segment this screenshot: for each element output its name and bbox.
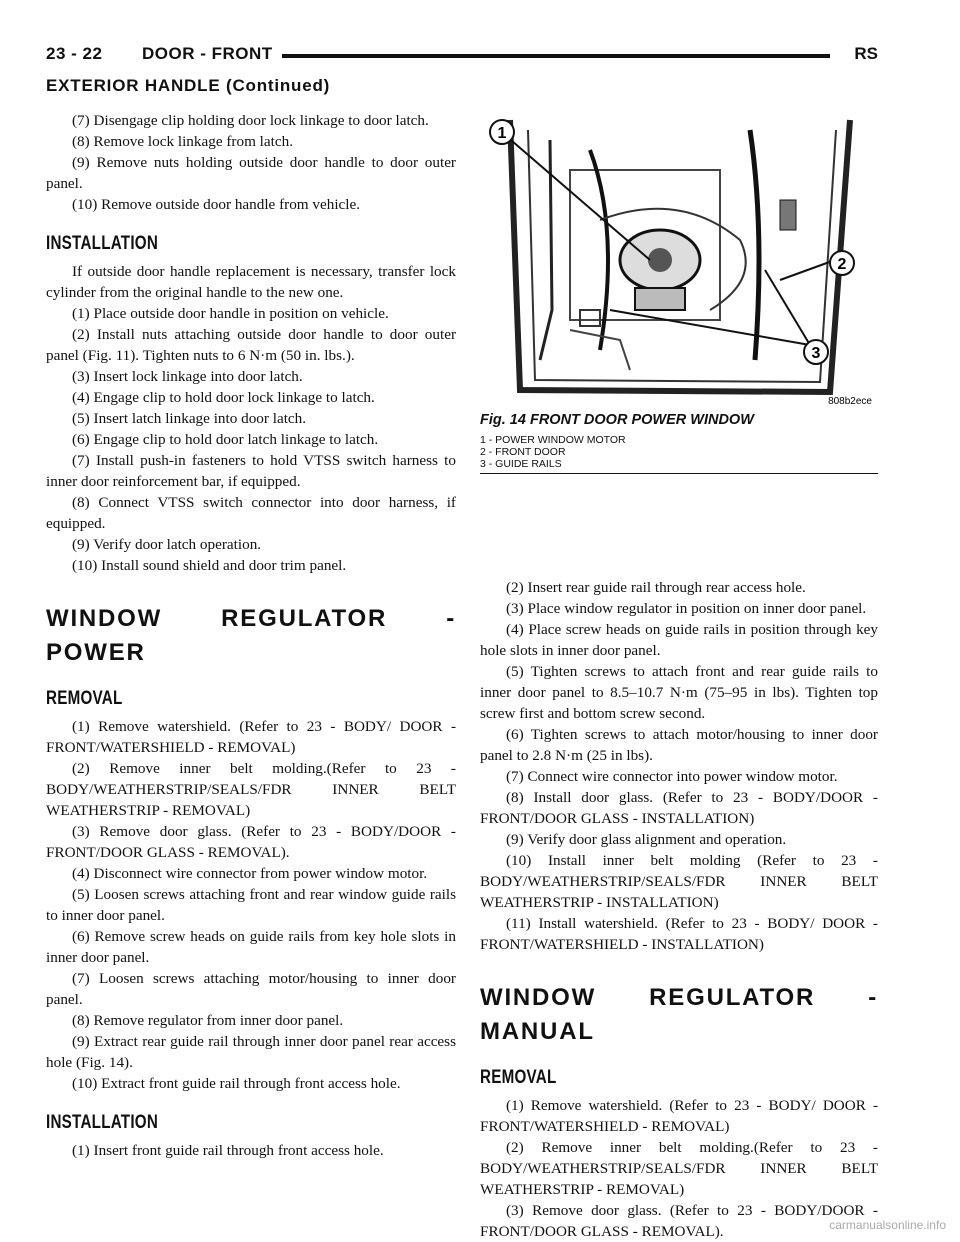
step-paragraph: (8) Connect VTSS switch connector into door harness, if equipped. <box>46 494 456 532</box>
installation-steps <box>46 261 456 576</box>
section-title: DOOR - FRONT <box>142 44 273 63</box>
step-paragraph: (1) Insert front guide rail through front access hole. <box>72 1142 384 1159</box>
step-paragraph: (9) Extract rear guide rail through inner door panel rear access hole (Fig. 14). <box>46 1033 456 1071</box>
right-column <box>480 577 878 1242</box>
caption-rule <box>480 473 878 474</box>
power-heading: WINDOW REGULATOR - POWER <box>46 605 456 666</box>
figure-caption-block <box>480 412 878 474</box>
step-paragraph: (8) Install door glass. (Refer to 23 - BODY/DOOR - FRONT/DOOR GLASS - INSTALLATION) <box>480 789 878 827</box>
step-paragraph: (10) Extract front guide rail through front access hole. <box>72 1075 401 1092</box>
step-paragraph: (11) Install watershield. (Refer to 23 - BODY/ DOOR - FRONT/WATERSHIELD - INSTALLATION) <box>480 915 878 953</box>
watermark: carmanualsonline.info <box>829 1218 946 1232</box>
step-paragraph: (2) Remove inner belt molding.(Refer to 23 - BODY/WEATHERSTRIP/SEALS/FDR INNER BELT WEATHERSTRIP - REMOVAL) <box>480 1139 878 1198</box>
removal-heading: REMOVAL <box>46 688 123 709</box>
door-illustration <box>480 110 878 410</box>
figure-code: 808b2ece <box>828 396 872 407</box>
step-paragraph: (1) Place outside door handle in position on vehicle. <box>72 305 389 322</box>
step-paragraph: (9) Verify door glass alignment and operation. <box>506 831 787 848</box>
header-rule <box>282 54 830 58</box>
step-paragraph: (6) Tighten screws to attach motor/housing to inner door panel to 2.8 N·m (25 in lbs). <box>480 726 878 764</box>
installation2-heading: INSTALLATION <box>46 1112 159 1133</box>
step-paragraph: (7) Install push-in fasteners to hold VTSS switch harness to inner door reinforcement bar, if equipped. <box>46 452 456 490</box>
step-paragraph: (7) Disengage clip holding door lock linkage to door latch. <box>72 112 429 129</box>
installation2-steps <box>46 1140 456 1161</box>
installation-continued-steps <box>480 577 878 955</box>
step-paragraph: (4) Place screw heads on guide rails in position through key hole slots in inner door panel. <box>480 621 878 659</box>
step-paragraph: (9) Verify door latch operation. <box>72 536 262 553</box>
left-column <box>46 110 456 1161</box>
step-paragraph: If outside door handle replacement is necessary, transfer lock cylinder from the original handle to the new one. <box>46 263 456 301</box>
step-paragraph: (3) Remove door glass. (Refer to 23 - BODY/DOOR - FRONT/DOOR GLASS - REMOVAL). <box>46 823 456 861</box>
step-paragraph: (3) Insert lock linkage into door latch. <box>72 368 303 385</box>
step-paragraph: (7) Connect wire connector into power window motor. <box>506 768 838 785</box>
figure-14 <box>480 110 878 410</box>
step-paragraph: (1) Remove watershield. (Refer to 23 - BODY/ DOOR - FRONT/WATERSHIELD - REMOVAL) <box>480 1097 878 1135</box>
step-paragraph: (5) Insert latch linkage into door latch. <box>72 410 307 427</box>
legend-item: 2 - FRONT DOOR <box>480 446 566 458</box>
step-paragraph: (3) Remove door glass. (Refer to 23 - BODY/DOOR - FRONT/DOOR GLASS - REMOVAL). <box>480 1202 878 1240</box>
step-paragraph: (7) Loosen screws attaching motor/housing to inner door panel. <box>46 970 456 1008</box>
step-paragraph: (8) Remove regulator from inner door panel. <box>72 1012 344 1029</box>
callout-3: 3 <box>811 345 821 362</box>
removal-steps <box>46 716 456 1094</box>
step-paragraph: (2) Remove inner belt molding.(Refer to 23 - BODY/WEATHERSTRIP/SEALS/FDR INNER BELT WEATHERSTRIP - REMOVAL) <box>46 760 456 819</box>
installation-heading: INSTALLATION <box>46 233 159 254</box>
step-paragraph: (5) Loosen screws attaching front and rear window guide rails to inner door panel. <box>46 886 456 924</box>
legend-item: 1 - POWER WINDOW MOTOR <box>480 434 626 446</box>
manual-removal-heading: REMOVAL <box>480 1067 557 1088</box>
continued-heading: EXTERIOR HANDLE (Continued) <box>46 76 331 95</box>
step-paragraph: (6) Engage clip to hold door latch linkage to latch. <box>72 431 379 448</box>
callout-1: 1 <box>497 125 507 142</box>
step-paragraph: (5) Tighten screws to attach front and rear guide rails to inner door panel to 8.5–10.7 N·m (75–95 in lbs). Tighten top screw first and bottom screw second. <box>480 663 878 722</box>
step-paragraph: (9) Remove nuts holding outside door handle to door outer panel. <box>46 154 456 192</box>
step-paragraph: (2) Insert rear guide rail through rear access hole. <box>506 579 806 596</box>
intro-steps <box>46 110 456 215</box>
manual-heading: WINDOW REGULATOR - MANUAL <box>480 984 878 1045</box>
legend-item: 3 - GUIDE RAILS <box>480 458 562 470</box>
step-paragraph: (4) Disconnect wire connector from power window motor. <box>72 865 428 882</box>
step-paragraph: (10) Install inner belt molding (Refer to 23 - BODY/WEATHERSTRIP/SEALS/FDR INNER BELT WEATHERSTRIP - INSTALLATION) <box>480 852 878 911</box>
step-paragraph: (10) Remove outside door handle from vehicle. <box>72 196 361 213</box>
model-code: RS <box>854 44 878 63</box>
page-number: 23 - 22 <box>46 44 103 63</box>
step-paragraph: (3) Place window regulator in position on inner door panel. <box>506 600 867 617</box>
figure-caption: Fig. 14 FRONT DOOR POWER WINDOW <box>480 412 754 428</box>
step-paragraph: (4) Engage clip to hold door lock linkage to latch. <box>72 389 375 406</box>
callout-2: 2 <box>837 256 847 273</box>
step-paragraph: (6) Remove screw heads on guide rails from key hole slots in inner door panel. <box>46 928 456 966</box>
page-header <box>46 44 878 68</box>
step-paragraph: (2) Install nuts attaching outside door handle to door outer panel (Fig. 11). Tighten nuts to 6 N·m (50 in. lbs.). <box>46 326 456 364</box>
manual-removal-steps <box>480 1095 878 1242</box>
step-paragraph: (10) Install sound shield and door trim panel. <box>72 557 347 574</box>
step-paragraph: (1) Remove watershield. (Refer to 23 - BODY/ DOOR - FRONT/WATERSHIELD - REMOVAL) <box>46 718 456 756</box>
step-paragraph: (8) Remove lock linkage from latch. <box>72 133 293 150</box>
